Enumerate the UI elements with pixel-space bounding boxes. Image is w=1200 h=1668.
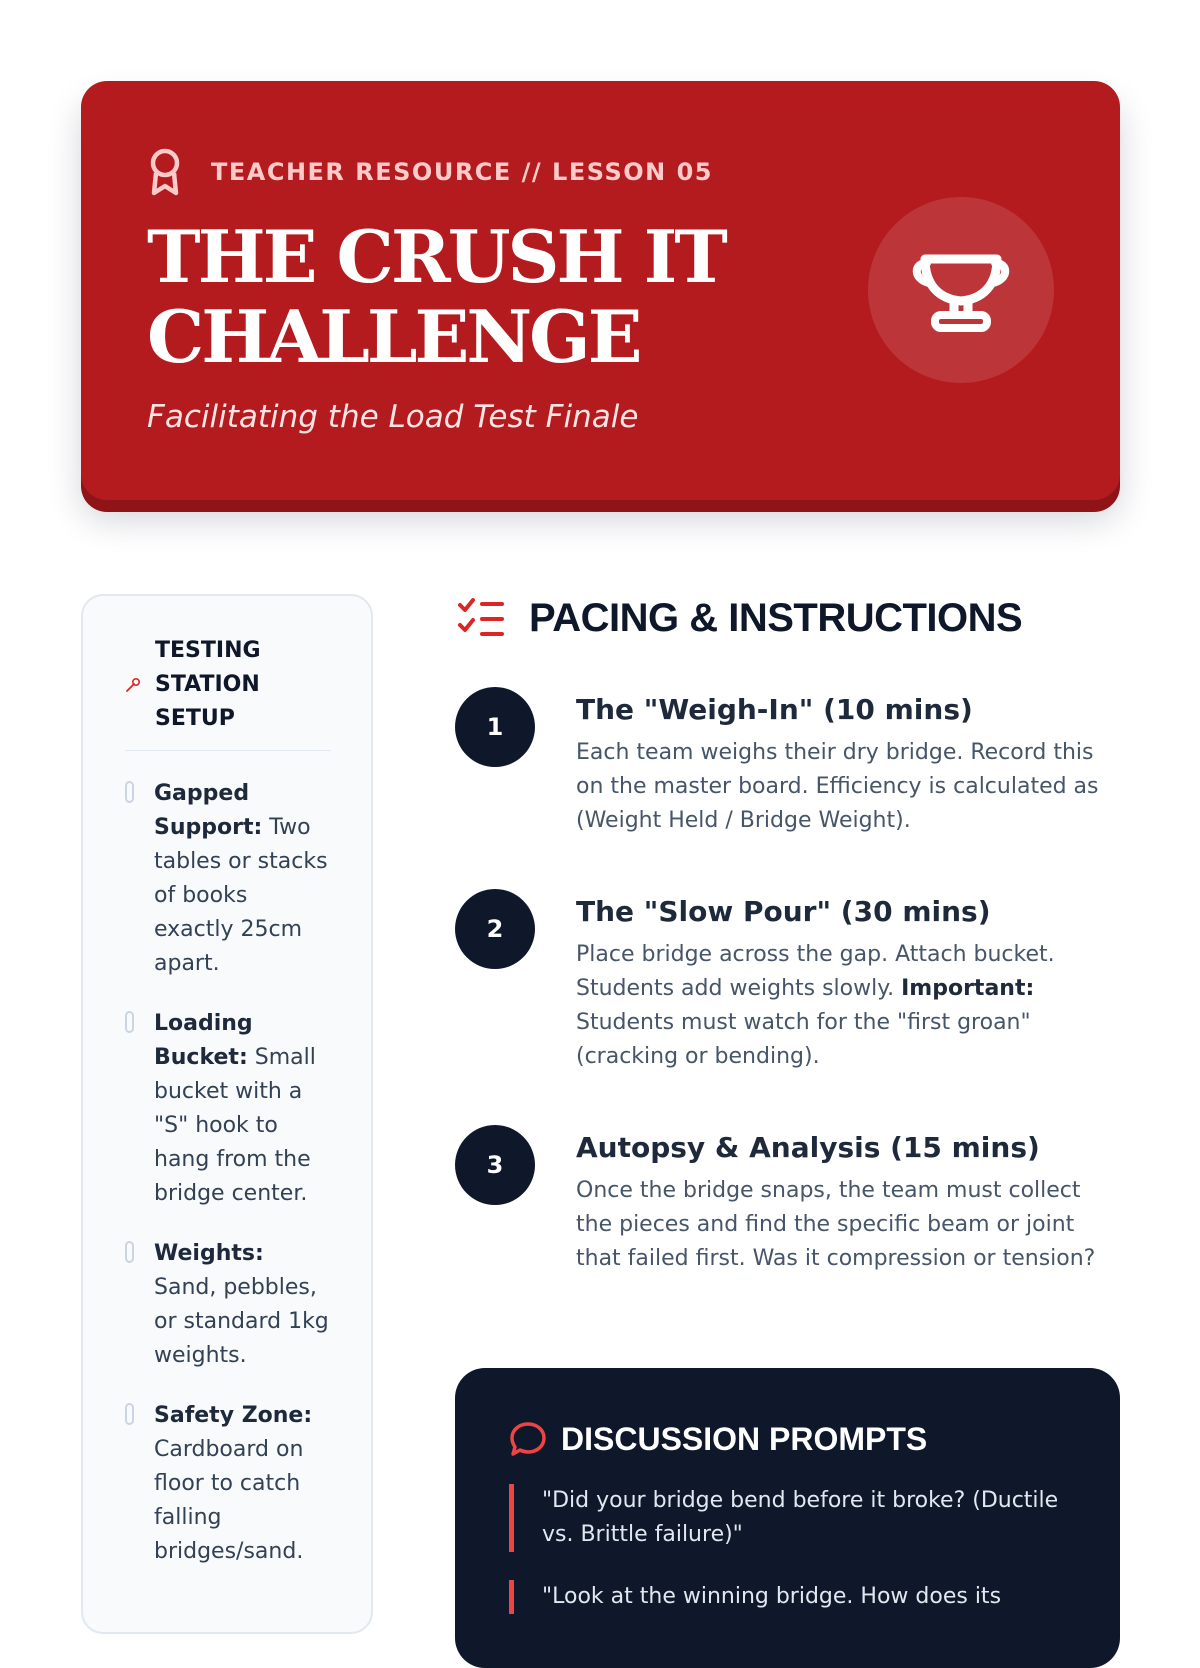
list-item: [125, 777, 331, 981]
setup-item-label: Gapped Support:: [154, 781, 263, 840]
setup-item-text: Two tables or stacks of books exactly 25cm apart.: [154, 815, 328, 976]
step-item: [455, 688, 1120, 838]
step-item: [455, 890, 1120, 1074]
speech-bubble-icon: [509, 1420, 547, 1458]
steps-list: [455, 688, 1120, 1276]
discussion-prompt: "Look at the winning bridge. How does its: [509, 1580, 1066, 1614]
ribbon-award-icon: [147, 147, 183, 197]
setup-item-label: Safety Zone:: [154, 1403, 313, 1428]
hero-eyebrow: [147, 147, 1054, 197]
discussion-heading-text: DISCUSSION PROMPTS: [561, 1420, 928, 1457]
hero-eyebrow-text: TEACHER RESOURCE // LESSON 05: [211, 158, 713, 186]
setup-heading-text: TESTING STATION SETUP: [155, 638, 261, 731]
setup-item-text: Small bucket with a "S" hook to hang from the bridge center.: [154, 1045, 316, 1206]
divider: [125, 750, 331, 751]
prompt-list: [509, 1484, 1066, 1614]
step-number: 3: [455, 1125, 535, 1205]
step-number: 2: [455, 889, 535, 969]
discussion-panel: [455, 1368, 1120, 1668]
list-item: [125, 1399, 331, 1569]
bullet-icon: [125, 781, 134, 803]
step-item: [455, 1126, 1120, 1276]
bullet-icon: [125, 1241, 134, 1263]
setup-item-label: Weights:: [154, 1241, 264, 1266]
list-item: [125, 1237, 331, 1373]
wrench-icon: [125, 677, 141, 693]
trophy-badge: [868, 197, 1054, 383]
setup-heading: [125, 634, 331, 736]
step-text: Each team weighs their dry bridge. Record this on the master board. Efficiency is calculated as (Weight Held / Bridge Weight).: [576, 740, 1099, 833]
setup-list: [125, 777, 331, 1569]
hero-banner: [81, 81, 1120, 500]
trophy-icon: [911, 245, 1011, 335]
setup-item-label: Loading Bucket:: [154, 1011, 253, 1070]
step-text-strong: Important:: [901, 976, 1035, 1001]
page-subtitle: Facilitating the Load Test Finale: [147, 399, 639, 435]
step-text: Once the bridge snaps, the team must collect the pieces and find the specific beam or joint that failed first. Was it compression or tension?: [576, 1178, 1096, 1271]
step-title: Autopsy & Analysis (15 mins): [576, 1131, 1040, 1164]
setup-item-text: Cardboard on floor to catch falling bridges/sand.: [154, 1437, 304, 1564]
bullet-icon: [125, 1011, 134, 1033]
pacing-heading-text: PACING & INSTRUCTIONS: [529, 596, 1023, 640]
checklist-icon: [457, 597, 505, 641]
discussion-prompt: "Did your bridge bend before it broke? (Ductile vs. Brittle failure)": [509, 1484, 1066, 1552]
step-text-part: Place bridge across the gap. Attach bucket. Students add weights slowly.: [576, 942, 1055, 1001]
bullet-icon: [125, 1403, 134, 1425]
step-text-part: Students must watch for the "first groan" (cracking or bending).: [576, 1010, 1031, 1069]
discussion-heading: [509, 1420, 1066, 1458]
list-item: [125, 1007, 331, 1211]
step-title: The "Weigh-In" (10 mins): [576, 693, 973, 726]
setup-item-text: Sand, pebbles, or standard 1kg weights.: [154, 1275, 329, 1368]
step-title: The "Slow Pour" (30 mins): [576, 895, 991, 928]
setup-panel: [81, 594, 373, 1634]
pacing-heading: [457, 596, 1022, 641]
step-text: [576, 938, 1120, 1074]
page-title: THE CRUSH IT CHALLENGE: [147, 214, 725, 379]
step-number: 1: [455, 687, 535, 767]
